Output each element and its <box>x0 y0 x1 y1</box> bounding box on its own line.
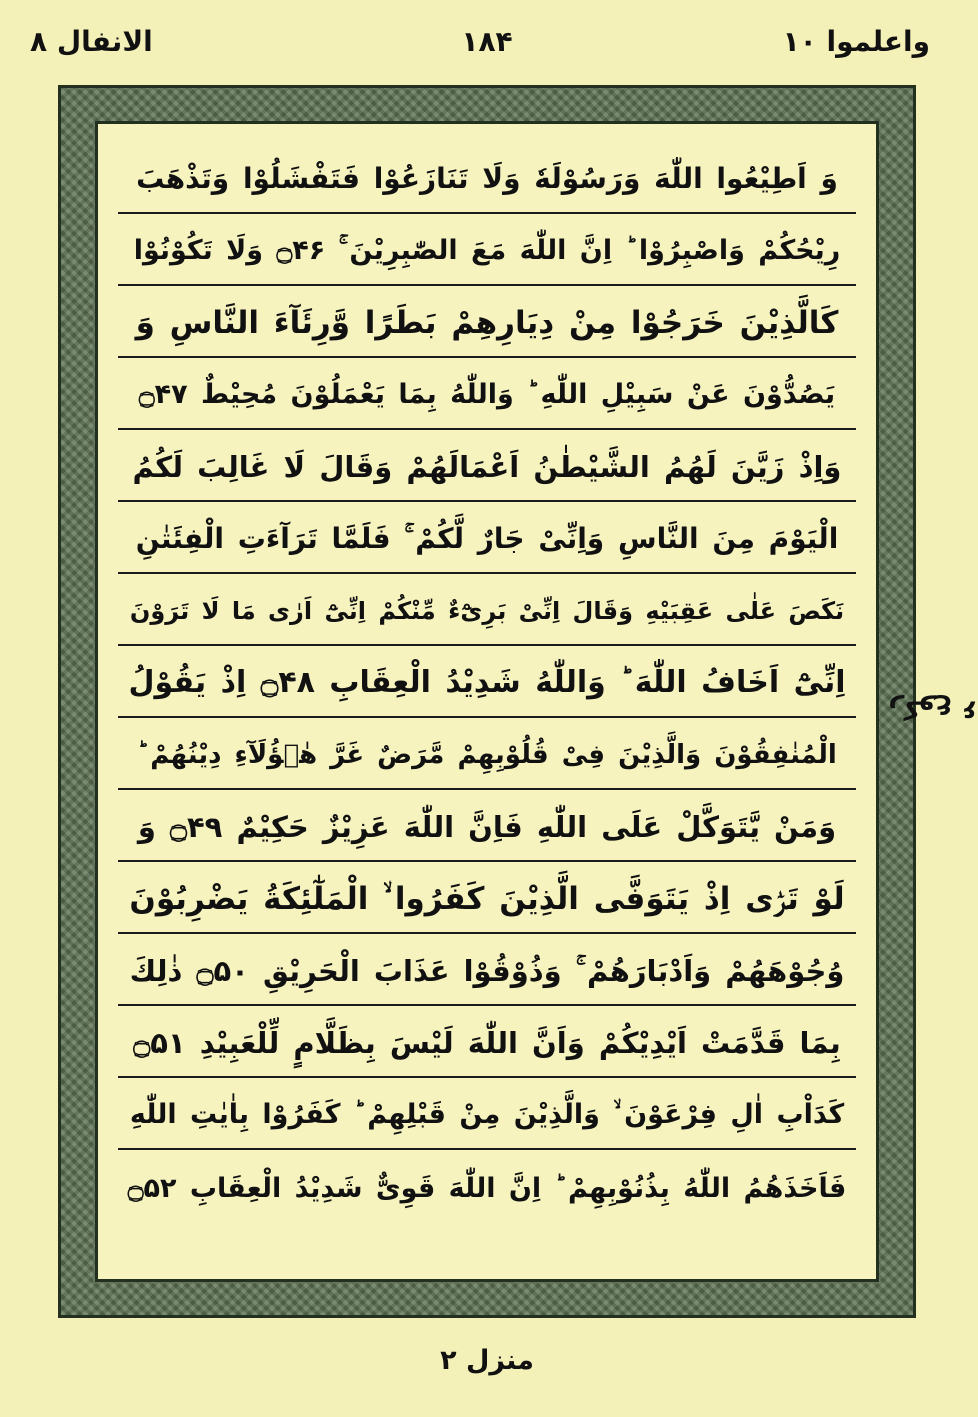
verse-line <box>118 646 856 718</box>
verse-line-text: وَمَنْ يَّتَوَكَّلْ عَلَى اللّٰهِ فَاِنَّ اللّٰهَ عَزِيْزٌ حَكِيْمٌ ۝۴۹ وَ <box>137 810 837 844</box>
verse-line-text: بِمَا قَدَّمَتْ اَيْدِيْكُمْ وَاَنَّ اللّٰهَ لَيْسَ بِظَلَّامٍ لِّلْعَبِيْدِ ۝۵۱ <box>133 1026 841 1060</box>
verse-line-text: يَصُدُّوْنَ عَنْ سَبِيْلِ اللّٰهِ ؕ وَاللّٰهُ بِمَا يَعْمَلُوْنَ مُحِيْطٌ ۝۴۷ <box>138 379 836 410</box>
surah-title: الانفال ۸ <box>30 25 153 58</box>
verse-line-text: وَ اَطِيْعُوا اللّٰهَ وَرَسُوْلَهٗ وَلَا تَنَازَعُوْا فَتَفْشَلُوْا وَتَذْهَبَ <box>136 162 838 195</box>
juz-title: واعلموا ۱۰ <box>782 25 930 58</box>
verse-line <box>118 718 856 790</box>
verse-line-text: وُجُوْهَهُمْ وَاَدْبَارَهُمْ ۚ وَذُوْقُوْا عَذَابَ الْحَرِيْقِ ۝۵۰ ذٰلِكَ <box>129 954 845 988</box>
verse-line <box>118 1006 856 1078</box>
verse-line-text: نَكَصَ عَلٰى عَقِبَيْهِ وَقَالَ اِنِّیْ بَرِیْٓءٌ مِّنْكُمْ اِنِّیْٓ اَرٰى مَا لَا تَرَوْنَ <box>129 597 845 625</box>
verse-line <box>118 1078 856 1150</box>
manzil-footer: منزل ۲ <box>440 1345 534 1376</box>
verse-line <box>118 286 856 358</box>
verse-line-text: الْيَوْمَ مِنَ النَّاسِ وَاِنِّیْ جَارٌ لَّكُمْ ۚ فَلَمَّا تَرَآءَتِ الْفِئَتٰنِ <box>135 522 839 555</box>
verse-line <box>118 574 856 646</box>
verse-line-text: كَدَاْبِ اٰلِ فِرْعَوْنَ ۙ وَالَّذِيْنَ مِنْ قَبْلِهِمْ ؕ كَفَرُوْا بِاٰيٰتِ اللّٰهِ <box>129 1099 845 1130</box>
verse-line <box>118 430 856 502</box>
verse-line-text: لَوْ تَرٰۤى اِذْ يَتَوَفَّى الَّذِيْنَ كَفَرُوا ۙ الْمَلٰٓئِكَةُ يَضْرِبُوْنَ <box>129 881 845 917</box>
verse-panel <box>95 121 879 1282</box>
ruku-margin-note: ركوع ۶ <box>888 694 978 725</box>
verse-line <box>118 142 856 214</box>
verse-line <box>118 358 856 430</box>
verse-line <box>118 862 856 934</box>
verse-line-text: وَاِذْ زَيَّنَ لَهُمُ الشَّيْطٰنُ اَعْمَالَهُمْ وَقَالَ لَا غَالِبَ لَكُمُ <box>132 450 842 484</box>
verse-line <box>118 790 856 862</box>
verse-line <box>118 214 856 286</box>
verse-line-text: فَاَخَذَهُمُ اللّٰهُ بِذُنُوْبِهِمْ ؕ اِنَّ اللّٰهَ قَوِیٌّ شَدِيْدُ الْعِقَابِ ۝۵۲ <box>127 1173 847 1204</box>
verse-line-text: الْمُنٰفِقُوْنَ وَالَّذِيْنَ فِیْ قُلُوْبِهِمْ مَّرَضٌ غَرَّ هٰۤؤُلَآءِ دِيْنُهُمْ ؕ <box>137 740 837 770</box>
verse-line-text: رِيْحُكُمْ وَاصْبِرُوْا ؕ اِنَّ اللّٰهَ مَعَ الصّٰبِرِيْنَ ۚ ۝۴۶ وَلَا تَكُوْنُوْا <box>133 235 841 266</box>
verse-line <box>118 1150 856 1222</box>
verse-line <box>118 934 856 1006</box>
decorative-border <box>58 85 916 1318</box>
verse-line-text: كَالَّذِيْنَ خَرَجُوْا مِنْ دِيَارِهِمْ بَطَرًا وَّرِئَآءَ النَّاسِ وَ <box>135 305 839 341</box>
verse-line <box>118 502 856 574</box>
page-number: ۱۸۴ <box>461 25 513 58</box>
verse-line-text: اِنِّیْٓ اَخَافُ اللّٰهَ ؕ وَاللّٰهُ شَدِيْدُ الْعِقَابِ ۝۴۸ اِذْ يَقُوْلُ <box>128 665 846 700</box>
